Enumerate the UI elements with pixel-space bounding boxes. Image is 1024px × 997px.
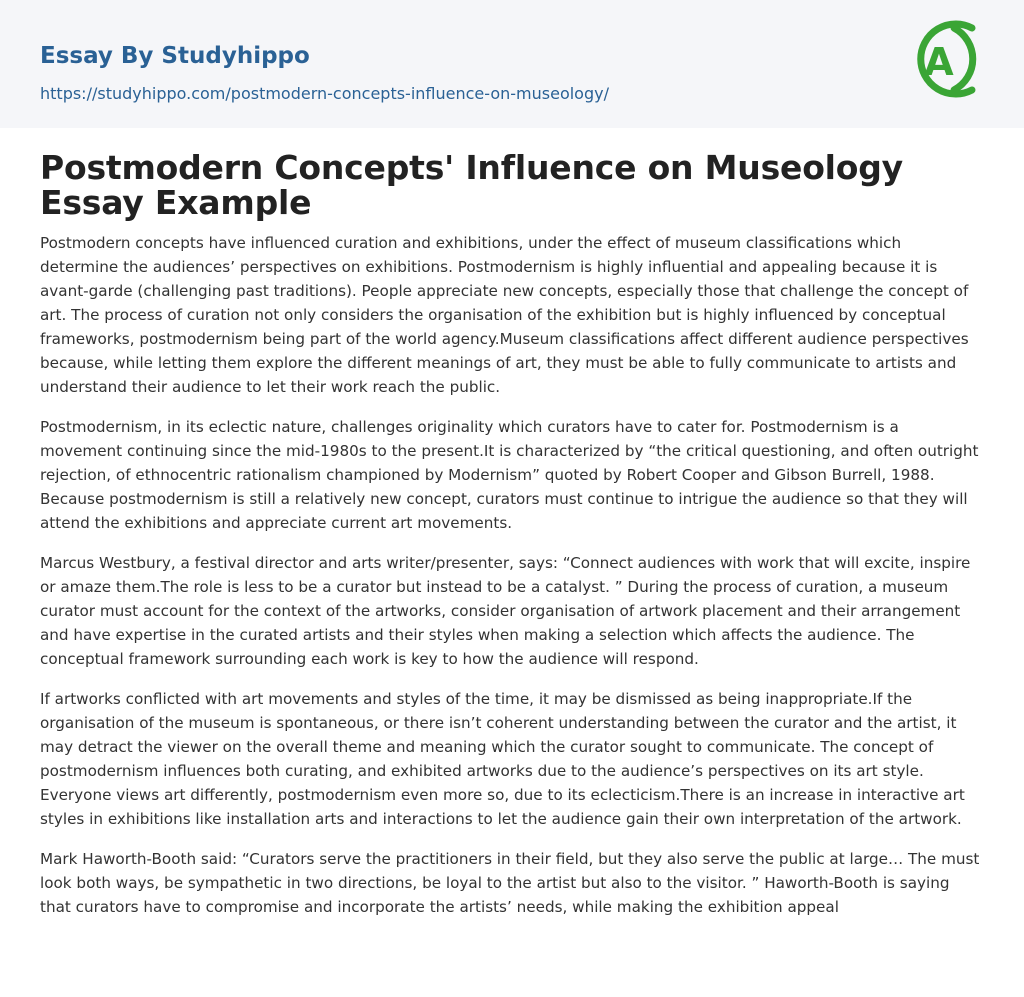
article-url-link[interactable]: https://studyhippo.com/postmodern-concepts-influence-on-museology/: [40, 84, 609, 103]
page-title-line-2: Essay Example: [40, 183, 312, 222]
logo-letter: A: [924, 40, 954, 84]
article-paragraph-2: Postmodernism, in its eclectic nature, challenges originality which curators have to cater for. Postmodernism is a movement continuing since the mid-1980s to the present.It is characterized by “the critical questioning, and often outright rejection, of ethnocentric rationalism championed by Modernism” quoted by Robert Cooper and Gibson Burrell, 1988. Because postmodernism is still a relatively new concept, curators must continue to intrigue the audience so that they will attend the exhibitions and appreciate current art movements.: [40, 418, 979, 532]
logo-ring-right: [954, 28, 973, 90]
brand-title[interactable]: Essay By Studyhippo: [40, 43, 310, 69]
studyhippo-logo-icon[interactable]: [910, 16, 990, 108]
site-header: [0, 0, 1024, 128]
article-paragraph-5: Mark Haworth-Booth said: “Curators serve the practitioners in their field, but they also serve the public at large… The must look both ways, be sympathetic in two directions, be loyal to the artist but also to the visitor. ” Haworth-Booth is saying that curators have to compromise and incorporate the artists’ needs, while making the exhibition appeal: [40, 850, 980, 916]
article-paragraph-4: If artworks conflicted with art movements and styles of the time, it may be dismissed as being inappropriate.If the organisation of the museum is spontaneous, or there isn’t coherent understanding between the curator and the artist, it may detract the viewer on the overall theme and meaning which the curator sought to communicate. The concept of postmodernism influences both curating, and exhibited artworks due to the audience’s perspectives on its art style. Everyone views art differently, postmodernism even more so, due to its eclecticism.There is an increase in interactive art styles in exhibitions like installation arts and interactions to let the audience gain their own interpretation of the artwork.: [40, 690, 965, 828]
page-title-line-1: Postmodern Concepts' Influence on Museology: [40, 148, 903, 187]
article-paragraph-1: Postmodern concepts have influenced curation and exhibitions, under the effect of museum classifications which determine the audiences’ perspectives on exhibitions. Postmodernism is highly influential and appealing because it is avant-garde (challenging past traditions). People appreciate new concepts, especially those that challenge the concept of art. The process of curation not only considers the organisation of the exhibition but is highly influenced by conceptual frameworks, postmodernism being part of the world agency.Museum classifications affect different audience perspectives because, while letting them explore the different meanings of art, they must be able to fully communicate to artists and understand their audience to let their work reach the public.: [40, 234, 969, 396]
article-paragraph-3: Marcus Westbury, a festival director and arts writer/presenter, says: “Connect audiences with work that will excite, inspire or amaze them.The role is less to be a curator but instead to be a catalyst. ” During the process of curation, a museum curator must account for the context of the artworks, consider organisation of artwork placement and their arrangement and have expertise in the curated artists and their styles when making a selection which affects the audience. The conceptual framework surrounding each work is key to how the audience will respond.: [40, 554, 971, 668]
